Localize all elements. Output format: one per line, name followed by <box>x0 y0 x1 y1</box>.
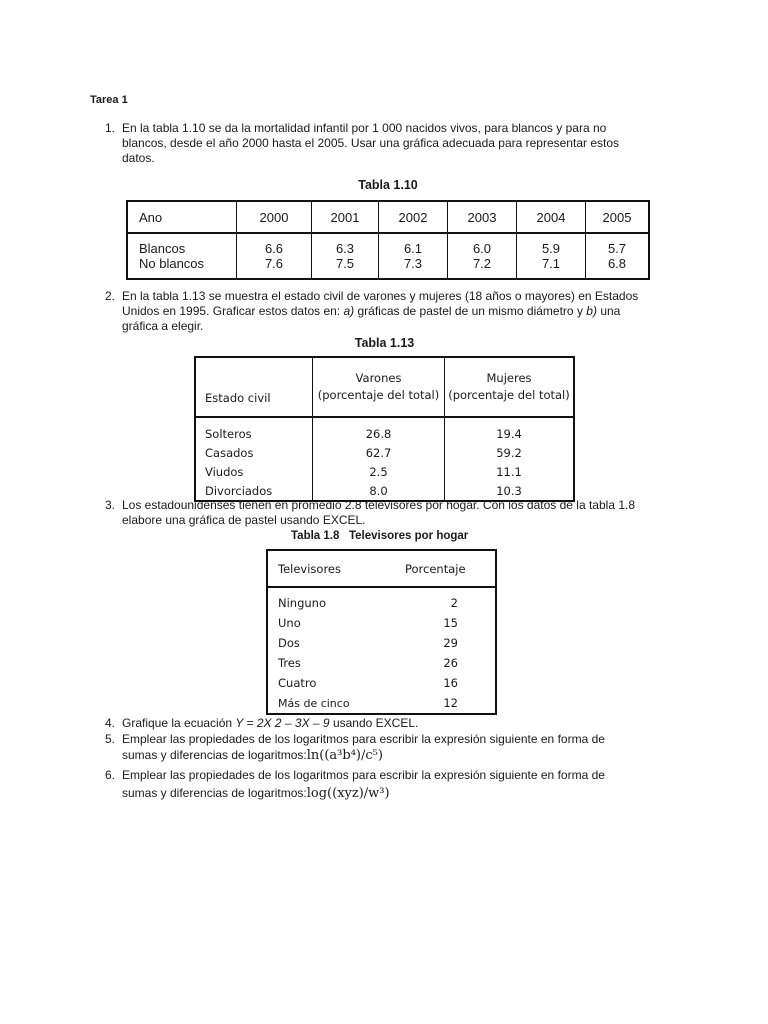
table-cell: 6.0 <box>448 233 517 256</box>
header-line: Varones <box>355 371 402 385</box>
table-row <box>267 673 496 693</box>
table-cell: 11.1 <box>445 462 575 481</box>
table-header-cell <box>445 357 575 417</box>
table-cell: 5.9 <box>517 233 586 256</box>
question-text-segment: sumas y diferencias de logaritmos: <box>122 748 307 762</box>
table-cell: Uno <box>278 616 301 630</box>
table-row <box>267 653 496 673</box>
table-cell: 12 <box>443 696 458 710</box>
table-cell: No blancos <box>139 256 205 271</box>
table-cell: 26.8 <box>313 417 445 443</box>
question-option-label: b) <box>586 304 597 318</box>
table-cell: Solteros <box>205 426 252 441</box>
math-expression: ln((a³b⁴)/c⁵) <box>306 748 383 763</box>
table-cell: Viudos <box>205 464 244 479</box>
question-text-line: Emplear las propiedades de los logaritmos para escribir la expresión siguiente en forma de <box>122 768 605 782</box>
table-cell: 5.7 <box>586 233 650 256</box>
question-text-line: blancos, desde el año 2000 hasta el 2005. Usar una gráfica adecuada para representar estos <box>122 136 620 150</box>
question-text-segment: sumas y diferencias de logaritmos: <box>122 786 307 800</box>
table-header-row <box>195 357 574 417</box>
table-row <box>195 417 574 443</box>
table-1-13-caption: Tabla 1.13 <box>354 336 415 350</box>
table-cell: Casados <box>205 445 254 460</box>
question-text-line <box>122 786 390 801</box>
table-header-cell <box>313 357 445 417</box>
table-header-row <box>127 201 649 233</box>
math-expression: log((xyz)/w³) <box>306 786 390 801</box>
table-cell: 7.2 <box>448 256 517 279</box>
table-row <box>267 633 496 653</box>
question-4 <box>101 716 701 732</box>
table-row <box>267 587 496 613</box>
question-text-segment: usando EXCEL. <box>332 716 419 730</box>
question-text-line <box>122 748 383 763</box>
table-cell: 6.8 <box>586 256 650 279</box>
question-number: 1. <box>104 121 115 135</box>
question-number: 4. <box>104 716 115 730</box>
table-header-row <box>267 550 496 587</box>
table-header-cell: Porcentaje <box>399 550 496 587</box>
question-text-line: En la tabla 1.10 se da la mortalidad infantil por 1 000 nacidos vivos, para blancos y para no <box>122 121 607 135</box>
table-cell: 6.1 <box>379 233 448 256</box>
table-caption-number: Tabla 1.8 <box>291 530 340 542</box>
header-line: Mujeres <box>486 371 532 385</box>
table-cell: 7.6 <box>237 256 312 279</box>
question-text-segment: una <box>600 304 621 318</box>
question-text-line: gráfica a elegir. <box>122 319 204 333</box>
question-number: 6. <box>104 768 115 782</box>
question-option-label: a) <box>343 304 355 318</box>
table-row <box>127 256 649 279</box>
table-row <box>195 462 574 481</box>
question-text-line: En la tabla 1.13 se muestra el estado civil de varones y mujeres (18 años o mayores) en Estados <box>122 289 639 303</box>
table-row <box>127 233 649 256</box>
table-cell: 19.4 <box>445 417 575 443</box>
table-row <box>267 693 496 714</box>
question-text-line: Emplear las propiedades de los logaritmos para escribir la expresión siguiente en forma de <box>122 732 605 746</box>
table-1-10 <box>126 200 650 280</box>
table-row <box>195 443 574 462</box>
question-text-line <box>122 716 418 731</box>
question-3 <box>101 498 701 529</box>
table-cell: 16 <box>443 676 458 690</box>
table-cell: 7.5 <box>312 256 379 279</box>
table-cell: 7.1 <box>517 256 586 279</box>
table-1-13 <box>194 356 575 502</box>
table-1-8 <box>266 549 497 715</box>
table-cell: 29 <box>443 636 458 650</box>
table-cell: 2 <box>450 596 458 610</box>
table-cell: 59.2 <box>445 443 575 462</box>
table-cell: 8.0 <box>313 481 445 501</box>
table-cell: 10.3 <box>445 481 575 501</box>
table-header-cell: Estado civil <box>195 357 313 417</box>
question-1 <box>101 121 701 167</box>
table-cell: 2.5 <box>313 462 445 481</box>
table-cell: Divorciados <box>205 483 273 498</box>
table-cell: 15 <box>443 616 458 630</box>
table-header-cell: Ano <box>127 201 237 233</box>
question-text-line: Los estadounidenses tienen en promedio 2.8 televisores por hogar. Con los datos de la tabla 1.8 <box>122 498 636 512</box>
question-text-segment: Unidos en 1995. Graficar estos datos en: <box>122 304 341 318</box>
table-cell: 62.7 <box>313 443 445 462</box>
question-text-line: datos. <box>122 151 155 165</box>
header-line: (porcentaje del total) <box>317 388 440 402</box>
question-number: 3. <box>104 498 115 512</box>
table-header-cell: 2000 <box>237 201 312 233</box>
table-header-cell: Televisores <box>267 550 399 587</box>
question-text-line <box>122 304 620 319</box>
question-text-segment: gráficas de pastel de un mismo diámetro y <box>357 304 583 318</box>
table-header-cell: 2002 <box>379 201 448 233</box>
table-cell: 7.3 <box>379 256 448 279</box>
table-1-10-caption: Tabla 1.10 <box>358 178 418 192</box>
question-2 <box>101 289 701 335</box>
table-cell: Tres <box>278 656 301 670</box>
table-cell: Cuatro <box>278 676 317 690</box>
table-caption-title: Televisores por hogar <box>348 530 469 542</box>
table-cell: Dos <box>278 636 300 650</box>
table-cell: Más de cinco <box>278 696 350 710</box>
table-cell: Ninguno <box>278 596 326 610</box>
question-text-segment: Grafique la ecuación <box>122 716 233 730</box>
table-header-cell: 2001 <box>312 201 379 233</box>
table-header-cell: 2005 <box>586 201 650 233</box>
table-cell: 26 <box>443 656 458 670</box>
question-number: 5. <box>104 732 115 746</box>
document-heading: Tarea 1 <box>90 94 128 106</box>
table-cell: 6.3 <box>312 233 379 256</box>
header-line: (porcentaje del total) <box>448 388 570 402</box>
question-6 <box>101 768 721 802</box>
table-row <box>267 613 496 633</box>
table-header-cell: 2004 <box>517 201 586 233</box>
question-number: 2. <box>104 289 115 303</box>
question-5 <box>101 732 721 766</box>
table-header-cell: 2003 <box>448 201 517 233</box>
table-1-8-caption <box>291 530 491 542</box>
question-text-line: elabore una gráfica de pastel usando EXCEL. <box>122 513 366 527</box>
table-cell: Blancos <box>139 241 186 256</box>
equation: Y = 2X 2 – 3X – 9 <box>235 716 330 730</box>
table-cell: 6.6 <box>237 233 312 256</box>
